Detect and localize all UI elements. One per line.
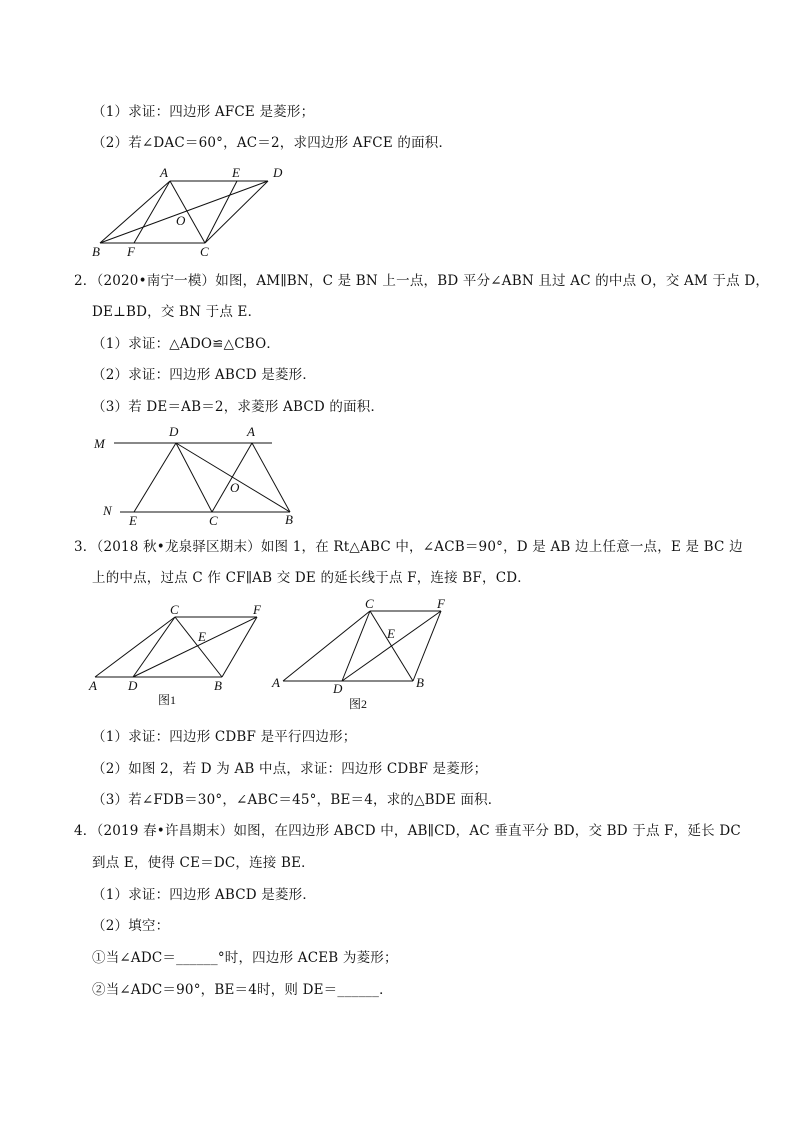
p2-q3: （3）若 DE＝AB＝2，求菱形 ABCD 的面积． xyxy=(92,399,385,415)
label-M: M xyxy=(94,436,105,451)
p2-line1: 2．（2020•南宁一模）如图，AM∥BN，C 是 BN 上一点，BD 平分∠ABN 且过 AC 的中点 O，交 AM 于点 D， xyxy=(74,273,770,289)
label-O: O xyxy=(230,480,240,495)
p4-line1: 4．（2019 春•许昌期末）如图，在四边形 ABCD 中，AB∥CD，AC 垂直平分 BD，交 BD 于点 F，延长 DC xyxy=(74,823,741,839)
label-D: D xyxy=(169,424,179,439)
p3-line1: 3．（2018 秋•龙泉驿区期末）如图 1，在 Rt△ABC 中，∠ACB＝90°，D 是 AB 边上任意一点，E 是 BC 边 xyxy=(74,539,743,555)
p3-line2: 上的中点，过点 C 作 CF∥AB 交 DE 的延长线于点 F，连接 BF，CD． xyxy=(92,570,531,586)
prev-q1: （1）求证：四边形 AFCE 是菱形； xyxy=(92,104,315,120)
p2-q2: （2）求证：四边形 ABCD 是菱形． xyxy=(92,367,317,383)
p4-q2b: ②当∠ADC＝90°，BE＝4时，则 DE＝______． xyxy=(92,982,393,998)
prev-q2: （2）若∠DAC＝60°，AC＝2，求四边形 AFCE 的面积． xyxy=(92,135,453,151)
fig1-label-C: C xyxy=(170,602,179,617)
p4-q2: （2）填空： xyxy=(92,918,170,934)
p3-q2: （2）如图 2，若 D 为 AB 中点，求证：四边形 CDBF 是菱形； xyxy=(92,761,488,777)
p2-line2: DE⊥BD，交 BN 于点 E． xyxy=(92,304,262,320)
label-B: B xyxy=(92,244,100,259)
fig1-label-B: B xyxy=(214,678,222,693)
label-O: O xyxy=(176,213,186,228)
figure-3-2-lines xyxy=(283,611,441,681)
label-F: F xyxy=(127,244,135,259)
p3-q1: （1）求证：四边形 CDBF 是平行四边形； xyxy=(92,729,357,745)
p3-q3: （3）若∠FDB＝30°，∠ABC＝45°，BE＝4，求的△BDE 面积． xyxy=(92,792,502,808)
fig2-label-C: C xyxy=(365,596,374,611)
p4-q2a: ①当∠ADC＝______°时，四边形 ACEB 为菱形； xyxy=(92,950,398,966)
label-C: C xyxy=(209,513,218,528)
fig2-label-E: E xyxy=(387,626,395,641)
label-D: D xyxy=(273,165,283,180)
fig1-caption: 图1 xyxy=(158,693,177,707)
fig1-label-A: A xyxy=(89,678,97,693)
label-E: E xyxy=(232,165,240,180)
fig2-label-D: D xyxy=(333,681,343,696)
label-A: A xyxy=(160,165,168,180)
label-C: C xyxy=(200,244,209,259)
p4-q1: （1）求证：四边形 ABCD 是菱形． xyxy=(92,887,317,903)
label-E: E xyxy=(129,513,137,528)
fig2-label-B: B xyxy=(416,675,424,690)
fig1-label-F: F xyxy=(253,602,261,617)
label-A: A xyxy=(247,424,255,439)
label-B: B xyxy=(285,512,293,527)
p4-line2: 到点 E，使得 CE＝DC，连接 BE． xyxy=(92,855,315,871)
fig1-label-D: D xyxy=(128,678,138,693)
fig1-label-E: E xyxy=(198,629,206,644)
fig2-label-F: F xyxy=(437,596,445,611)
fig2-caption: 图2 xyxy=(349,697,368,711)
label-N: N xyxy=(103,503,112,518)
fig2-label-A: A xyxy=(272,675,280,690)
p2-q1: （1）求证：△ADO≌△CBO． xyxy=(92,336,281,352)
